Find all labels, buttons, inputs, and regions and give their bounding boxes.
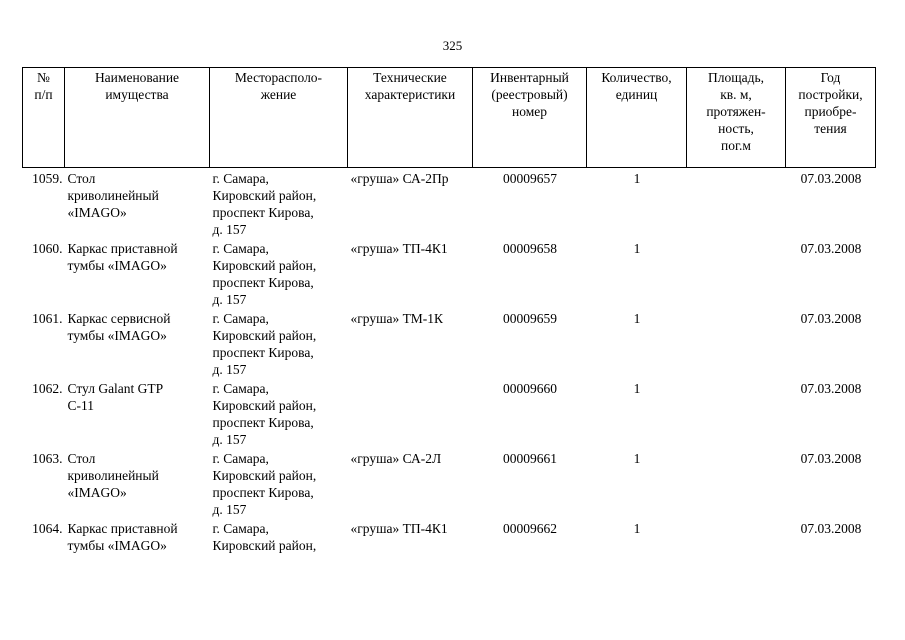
cell-inventory-number: 00009657	[503, 171, 557, 186]
cell-year: 07.03.2008	[800, 311, 862, 326]
cell-name: Стол криволинейный «IMAGO»	[67, 451, 159, 500]
cell-number: 1063.	[32, 451, 63, 466]
page-number: 325	[442, 38, 463, 53]
cell-area	[687, 238, 786, 308]
cell-quantity: 1	[633, 171, 641, 186]
table-row	[23, 168, 876, 239]
cell-quantity: 1	[633, 241, 641, 256]
cell-location: г. Самара, Кировский район, проспект Кирова, д. 157	[212, 381, 317, 447]
header-location: Месторасполо- жение	[210, 68, 348, 168]
cell-location: г. Самара, Кировский район, проспект Кирова, д. 157	[212, 171, 317, 237]
table-row	[23, 448, 876, 518]
cell-year: 07.03.2008	[800, 381, 862, 396]
header-number: № п/п	[23, 68, 65, 168]
cell-tech: «груша» СА-2Л	[350, 451, 442, 466]
cell-location: г. Самара, Кировский район, проспект Кирова, д. 157	[212, 451, 317, 517]
header-inventory-number: Инвентарный (реестровый) номер	[473, 68, 587, 168]
cell-number: 1059.	[32, 171, 63, 186]
cell-year: 07.03.2008	[800, 521, 862, 536]
cell-number: 1062.	[32, 381, 63, 396]
cell-quantity: 1	[633, 521, 641, 536]
header-tech: Технические характеристики	[348, 68, 473, 168]
cell-tech: «груша» ТП-4К1	[350, 521, 448, 536]
cell-number: 1064.	[32, 521, 63, 536]
cell-inventory-number: 00009661	[503, 451, 557, 466]
cell-year: 07.03.2008	[800, 241, 862, 256]
cell-quantity: 1	[633, 381, 641, 396]
cell-number: 1061.	[32, 311, 63, 326]
table-row	[23, 308, 876, 378]
header-year: Год постройки, приобре- тения	[786, 68, 876, 168]
cell-inventory-number: 00009659	[503, 311, 557, 326]
cell-location: г. Самара, Кировский район,	[212, 521, 317, 553]
cell-tech: «груша» ТП-4К1	[350, 241, 448, 256]
cell-name: Стол криволинейный «IMAGO»	[67, 171, 159, 220]
cell-number: 1060.	[32, 241, 63, 256]
cell-area	[687, 308, 786, 378]
header-area: Площадь, кв. м, протяжен- ность, пог.м	[687, 68, 786, 168]
property-registry-table	[22, 67, 876, 562]
cell-year: 07.03.2008	[800, 451, 862, 466]
cell-year: 07.03.2008	[800, 171, 862, 186]
cell-inventory-number: 00009660	[503, 381, 557, 396]
cell-location: г. Самара, Кировский район, проспект Кирова, д. 157	[212, 311, 317, 377]
cell-name: Каркас приставной тумбы «IMAGO»	[67, 241, 178, 273]
header-row	[23, 68, 876, 168]
cell-quantity: 1	[633, 451, 641, 466]
cell-inventory-number: 00009658	[503, 241, 557, 256]
table-body	[23, 168, 876, 563]
cell-area	[687, 518, 786, 562]
cell-tech	[348, 378, 473, 448]
cell-inventory-number: 00009662	[503, 521, 557, 536]
header-name: Наименование имущества	[65, 68, 210, 168]
table-row	[23, 518, 876, 562]
cell-name: Каркас сервисной тумбы «IMAGO»	[67, 311, 171, 343]
table-row	[23, 378, 876, 448]
cell-tech: «груша» СА-2Пр	[350, 171, 449, 186]
cell-name: Стул Galant GTP С-11	[67, 381, 164, 413]
cell-name: Каркас приставной тумбы «IMAGO»	[67, 521, 178, 553]
cell-tech: «груша» ТМ-1К	[350, 311, 443, 326]
header-quantity: Количество, единиц	[587, 68, 687, 168]
cell-area	[687, 448, 786, 518]
cell-area	[687, 378, 786, 448]
cell-quantity: 1	[633, 311, 641, 326]
table-header	[23, 68, 876, 168]
cell-location: г. Самара, Кировский район, проспект Кирова, д. 157	[212, 241, 317, 307]
cell-area	[687, 168, 786, 239]
table-row	[23, 238, 876, 308]
